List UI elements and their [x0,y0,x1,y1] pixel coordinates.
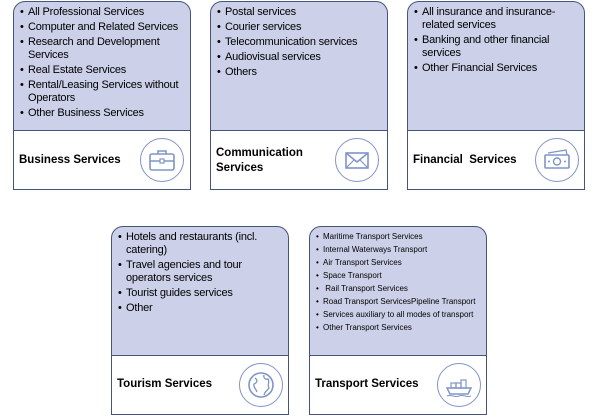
list-item: • Banking and other financial services [414,34,580,60]
briefcase-icon [140,138,184,182]
list-item: • Computer and Related Services [20,21,186,34]
list-item: • Road Transport ServicesPipeline Transport [316,297,482,307]
list-item: • Courier services [217,21,383,34]
card-items-panel [407,1,585,131]
list-item: • All Professional Services [20,6,186,19]
card-title: Tourism Services [117,378,213,390]
item-list [408,2,584,75]
item-list [14,2,190,120]
ship-icon [437,363,481,407]
transport-services-card [309,226,487,415]
list-item: • Services auxiliary to all modes of transport [316,310,482,320]
card-items-panel [210,1,388,131]
globe-icon [239,363,283,407]
list-item: • Other Transport Services [316,323,482,333]
card-title-panel [309,356,487,415]
list-item: • Other Financial Services [414,62,580,75]
envelope-icon [335,138,379,182]
list-item: • All insurance and insurance-related services [414,6,580,32]
item-list [310,227,486,333]
communication-services-card [210,1,388,190]
list-item: • Real Estate Services [20,64,186,77]
list-item: • Travel agencies and tour operators services [118,259,284,285]
list-item: • Rental/Leasing Services without Operators [20,79,186,105]
tourism-services-card [111,226,289,415]
card-title-panel [111,356,289,415]
card-items-panel [13,1,191,131]
list-item: • Tourist guides services [118,287,284,300]
card-title-panel [210,131,388,190]
business-services-card [13,1,191,190]
item-list [211,2,387,79]
card-title: Financial Services [413,154,517,166]
card-title-panel [13,131,191,190]
list-item: • Space Transport [316,271,482,281]
list-item: • Telecommunication services [217,36,383,49]
list-item: • Postal services [217,6,383,19]
list-item: • Air Transport Services [316,258,482,268]
list-item: • Audiovisual services [217,51,383,64]
list-item: • Other [118,302,284,315]
list-item: • Hotels and restaurants (incl. catering) [118,231,284,257]
card-title: Communication Services [216,147,303,174]
money-icon [535,138,579,182]
item-list [112,227,288,315]
list-item: • Internal Waterways Transport [316,245,482,255]
list-item: • Others [217,66,383,79]
financial-services-card [407,1,585,190]
list-item: • Rail Transport Services [316,284,482,294]
card-title: Business Services [19,154,121,166]
list-item: • Maritime Transport Services [316,232,482,242]
list-item: • Research and Development Services [20,36,186,62]
card-title: Transport Services [315,378,419,390]
card-items-panel [111,226,289,356]
card-items-panel [309,226,487,356]
card-title-panel [407,131,585,190]
list-item: • Other Business Services [20,107,186,120]
